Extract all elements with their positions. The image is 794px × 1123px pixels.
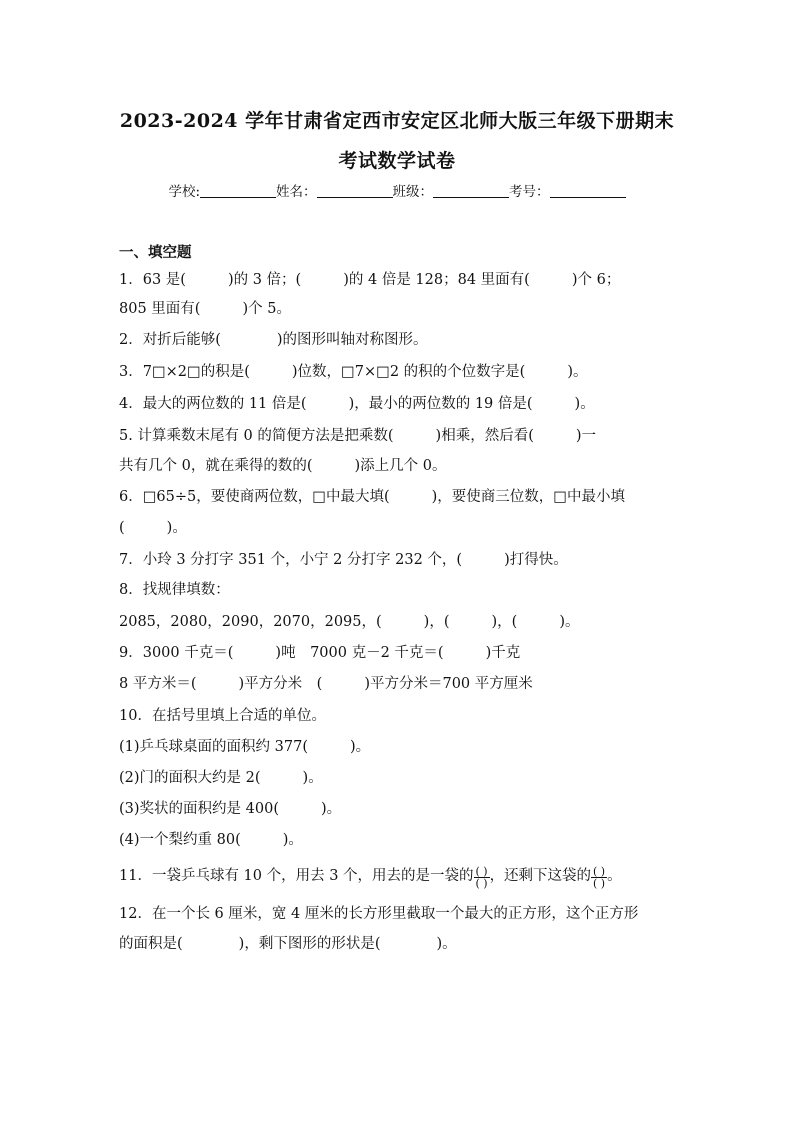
name-blank[interactable]	[317, 183, 393, 198]
class-label: 班级：	[392, 184, 434, 200]
question-8-line-1: 8．找规律填数：	[119, 582, 230, 598]
section-title: 一、填空题	[119, 244, 192, 261]
question-10-item-2: (2)门的面积大约是 2( )。	[119, 770, 323, 786]
question-1-line-2: 805 里面有( )个 5。	[119, 301, 291, 317]
fraction-blank[interactable]: $\frac{( )}{( )}$	[475, 865, 488, 890]
name-label: 姓名：	[276, 184, 317, 200]
class-blank[interactable]	[433, 183, 509, 198]
question-12-line-1: 12．在一个长 6 厘米，宽 4 厘米的长方形里截取一个最大的正方形，这个正方形	[119, 906, 639, 922]
question-6-line-2: ( )。	[119, 520, 187, 536]
question-10-item-3: (3)奖状的面积约是 400( )。	[119, 801, 342, 817]
fraction-blank[interactable]: $\frac{( )}{( )}$	[593, 865, 606, 890]
exam-number-blank[interactable]	[550, 183, 626, 198]
question-3: 3．7□×2□的积是( )位数，□7×□2 的积的个位数字是( )。	[119, 364, 588, 380]
exam-number-label: 考号：	[509, 184, 550, 200]
school-label: 学校:	[168, 184, 201, 200]
page-title: 2023-2024 学年甘肃省定西市安定区北师大版三年级下册期末	[119, 110, 675, 132]
question-2: 2．对折后能够( )的图形叫轴对称图形。	[119, 332, 428, 348]
school-blank[interactable]	[200, 183, 276, 198]
question-5-line-2: 共有几个 0，就在乘得的数的( )添上几个 0。	[119, 458, 447, 474]
question-9-line-1: 9．3000 千克＝( )吨 7000 克－2 千克＝( )千克	[119, 645, 521, 661]
question-4: 4．最大的两位数的 11 倍是( )，最小的两位数的 19 倍是( )。	[119, 396, 595, 412]
question-6-line-1: 6．□65÷5，要使商两位数，□中最大填( )，要使商三位数，□中最小填	[119, 489, 625, 505]
question-12-line-2: 的面积是( )，剩下图形的形状是( )。	[119, 936, 457, 952]
question-11: 11．一袋乒乓球有 10 个，用去 3 个，用去的是一袋的 $\frac{( )}{( )}$ ，还剩下这袋的 $\frac{( )}{( )}$ 。	[119, 865, 622, 890]
question-5-line-1: 5. 计算乘数末尾有 0 的简便方法是把乘数( )相乘，然后看( )一	[119, 428, 597, 444]
question-8-line-2: 2085，2080，2090，2070，2095，( )，( )，( )。	[119, 614, 580, 630]
question-7: 7．小玲 3 分打字 351 个，小宁 2 分打字 232 个，( )打得快。	[119, 552, 568, 568]
question-10-item-1: (1)乒乓球桌面的面积约 377( )。	[119, 739, 371, 755]
question-10-item-4: (4)一个梨约重 80( )。	[119, 832, 303, 848]
question-9-line-2: 8 平方米＝( )平方分米 ( )平方分米＝700 平方厘米	[119, 676, 533, 692]
page-subtitle: 考试数学试卷	[338, 150, 456, 172]
student-info-row	[0, 180, 794, 200]
question-10-stem: 10．在括号里填上合适的单位。	[119, 708, 326, 724]
question-1-line-1: 1．63 是( )的 3 倍；( )的 4 倍是 128；84 里面有( )个 6；	[119, 272, 621, 288]
